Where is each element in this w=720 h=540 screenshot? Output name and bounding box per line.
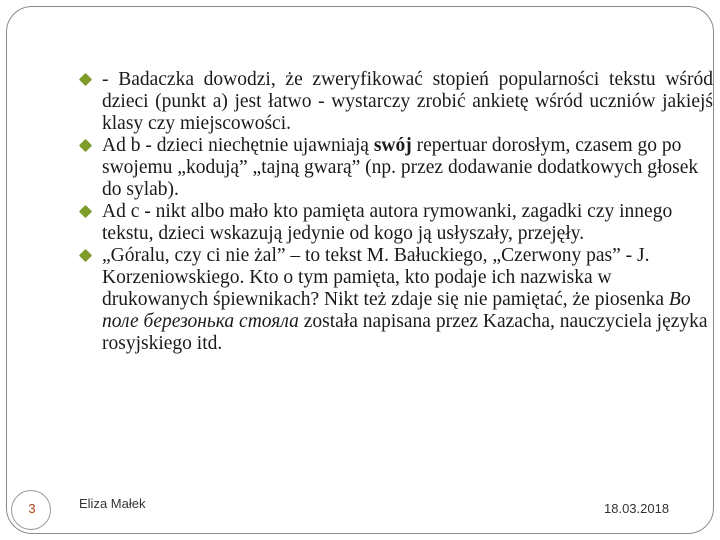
bullet-item [77, 69, 713, 135]
diamond-bullet-icon [79, 139, 92, 152]
bullet-text: Ad c - nikt albo mało kto pamięta autora rymowanki, zagadki czy innego tekstu, dzieci wskazują jedynie od kogo ją usłyszały, przejęły. [102, 201, 673, 244]
footer-date: 18.03.2018 [604, 501, 670, 516]
diamond-bullet-icon [79, 73, 92, 86]
bullet-text: - Badaczka dowodzi, że zweryfikować stopień popularności tekstu wśród dzieci (punkt a) jest łatwo - wystarczy zrobić ankietę wśród uczniów jakiejś klasy czy miejscowości. [102, 69, 713, 134]
bullet-item [77, 245, 713, 355]
diamond-bullet-icon [79, 205, 92, 218]
slide-number: 3 [28, 501, 36, 516]
bullet-list [77, 69, 713, 355]
bullet-text-bold: swój [373, 135, 412, 156]
bullet-text-before: Ad b - dzieci niechętnie ujawniają [102, 135, 374, 156]
bullet-text-after: repertuar dorosłym, czasem go po swojemu „kodują” „tajną gwarą” (np. przez dodawanie dodatkowych głosek do sylab). [102, 135, 699, 200]
bullet-text-italic: Во поле березонька стояла [102, 289, 691, 332]
bullet-text-before: „Góralu, czy ci nie żal” – to tekst M. Bałuckiego, „Czerwony pas” - J. Korzeniowskiego. Kto o tym pamięta, kto podaje ich nazwiska w drukowanych śpiewnikach? Nikt też zdaje się nie pamiętać, że piosenka [102, 245, 669, 310]
bullet-item [77, 201, 713, 245]
diamond-bullet-icon [79, 249, 92, 262]
bullet-text-after: została napisana przez Kazacha, nauczyciela języka rosyjskiego itd. [102, 311, 708, 354]
footer-author: Eliza Małek [79, 496, 146, 511]
bullet-item [77, 135, 713, 201]
